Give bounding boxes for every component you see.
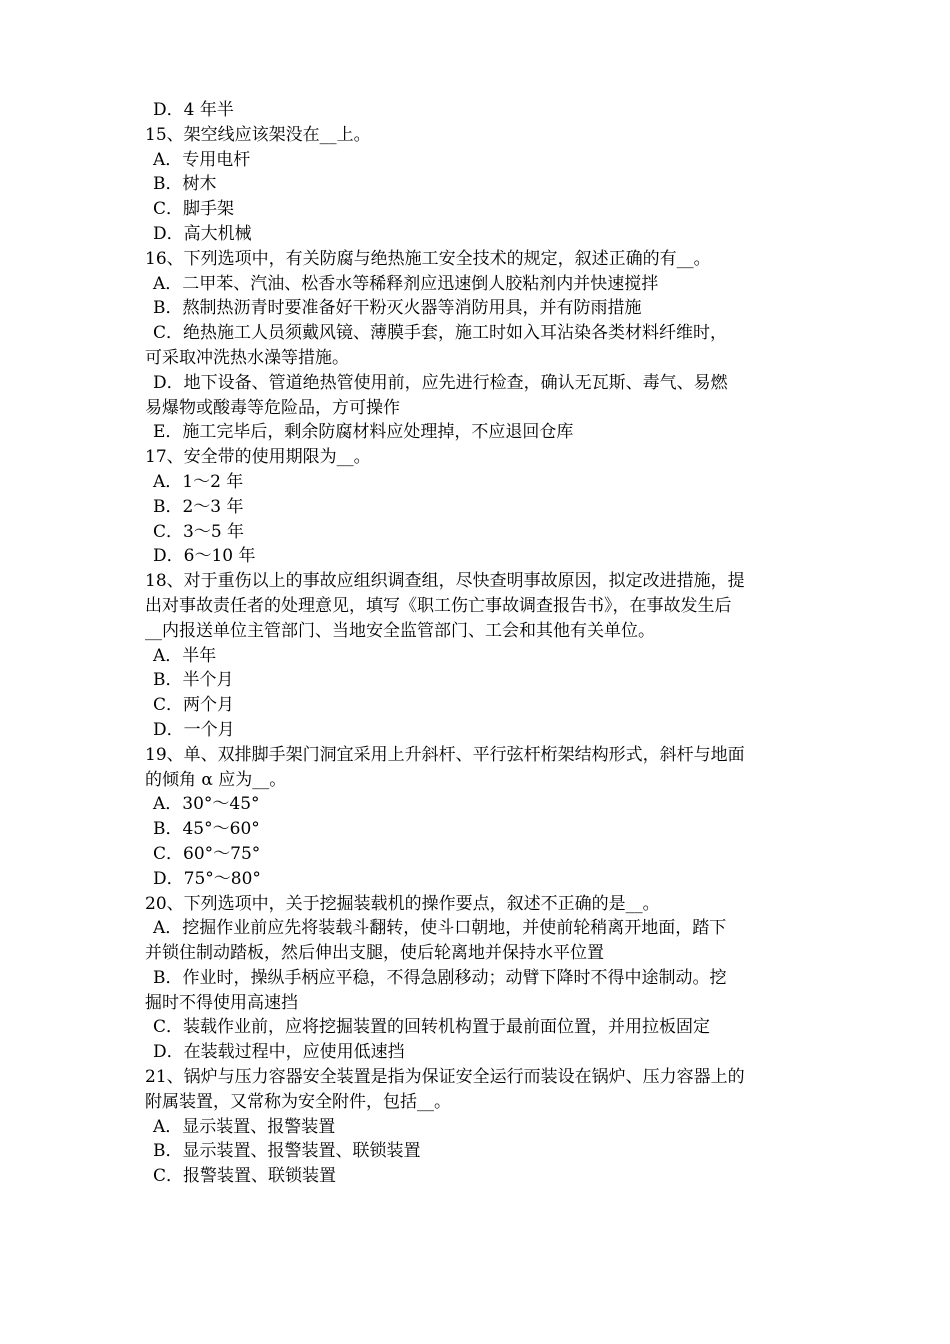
answer-option: B．45°～60° — [153, 819, 260, 840]
continuation-line: 出对事故责任者的处理意见，填写《职工伤亡事故调查报告书》，在事故发生后 — [145, 595, 732, 616]
answer-option: D．在装载过程中，应使用低速挡 — [153, 1042, 405, 1063]
answer-option: B．熬制热沥青时要准备好干粉灭火器等消防用具，并有防雨措施 — [153, 298, 642, 319]
answer-option: B．树木 — [153, 174, 217, 195]
continuation-line: __内报送单位主管部门、当地安全监管部门、工会和其他有关单位。 — [145, 620, 655, 641]
answer-option: D．高大机械 — [153, 223, 252, 244]
answer-option: C．60°～75° — [153, 843, 261, 864]
answer-option: D．6～10 年 — [153, 546, 256, 567]
continuation-line: 可采取冲洗热水澡等措施。 — [145, 347, 349, 368]
answer-option: D．4 年半 — [153, 100, 234, 120]
answer-option: A．1～2 年 — [153, 471, 244, 492]
answer-option: A．半年 — [153, 645, 217, 666]
answer-option: D．地下设备、管道绝热管使用前，应先进行检查，确认无瓦斯、毒气、易燃 — [153, 372, 728, 393]
question-stem: 19、单、双排脚手架门洞宜采用上升斜杆、平行弦杆桁架结构形式，斜杆与地面 — [145, 744, 745, 765]
answer-option: B．作业时，操纵手柄应平稳，不得急剧移动；动臂下降时不得中途制动。挖 — [153, 967, 727, 988]
answer-option: D．一个月 — [153, 719, 235, 740]
answer-option: B．半个月 — [153, 670, 234, 691]
question-stem: 17、安全带的使用期限为__。 — [145, 447, 371, 468]
continuation-line: 掘时不得使用高速挡 — [145, 992, 298, 1013]
answer-option: B．2～3 年 — [153, 496, 244, 517]
question-stem: 16、下列选项中，有关防腐与绝热施工安全技术的规定，叙述正确的有__。 — [145, 248, 711, 269]
question-stem: 15、架空线应该架没在__上。 — [145, 124, 371, 145]
answer-option: C．报警装置、联锁装置 — [153, 1166, 337, 1187]
continuation-line: 附属装置，又常称为安全附件，包括__。 — [145, 1091, 451, 1112]
exam-question-text — [145, 98, 825, 1189]
continuation-line: 的倾角 α 应为__。 — [145, 769, 287, 790]
continuation-line: 并锁住制动踏板，然后伸出支腿，使后轮离地并保持水平位置 — [145, 943, 604, 964]
answer-option: A．显示装置、报警装置 — [153, 1116, 336, 1137]
answer-option: A．二甲苯、汽油、松香水等稀释剂应迅速倒人胶粘剂内并快速搅拌 — [153, 273, 659, 294]
answer-option: C．脚手架 — [153, 199, 235, 220]
answer-option: B．显示装置、报警装置、联锁装置 — [153, 1141, 421, 1162]
answer-option: A．专用电杆 — [153, 149, 251, 170]
answer-option: E．施工完毕后，剩余防腐材料应处理掉，不应退回仓库 — [153, 422, 574, 443]
question-stem: 18、对于重伤以上的事故应组织调查组，尽快查明事故原因，拟定改进措施，提 — [145, 571, 745, 592]
answer-option: A．30°～45° — [153, 794, 260, 815]
continuation-line: 易爆物或酸毒等危险品，方可操作 — [145, 397, 400, 418]
answer-option: A．挖掘作业前应先将装载斗翻转，使斗口朝地，并使前轮稍离开地面，踏下 — [153, 918, 727, 939]
answer-option: C．绝热施工人员须戴风镜、薄膜手套，施工时如入耳沾染各类材料纤维时， — [153, 323, 728, 344]
answer-option: C．两个月 — [153, 695, 235, 716]
question-stem: 20、下列选项中，关于挖掘装载机的操作要点，叙述不正确的是__。 — [145, 893, 660, 914]
answer-option: C．3～5 年 — [153, 521, 245, 542]
answer-option: D．75°～80° — [153, 868, 261, 889]
question-stem: 21、锅炉与压力容器安全装置是指为保证安全运行而装设在锅炉、压力容器上的 — [145, 1067, 745, 1088]
answer-option: C．装载作业前，应将挖掘装置的回转机构置于最前面位置，并用拉板固定 — [153, 1017, 711, 1038]
